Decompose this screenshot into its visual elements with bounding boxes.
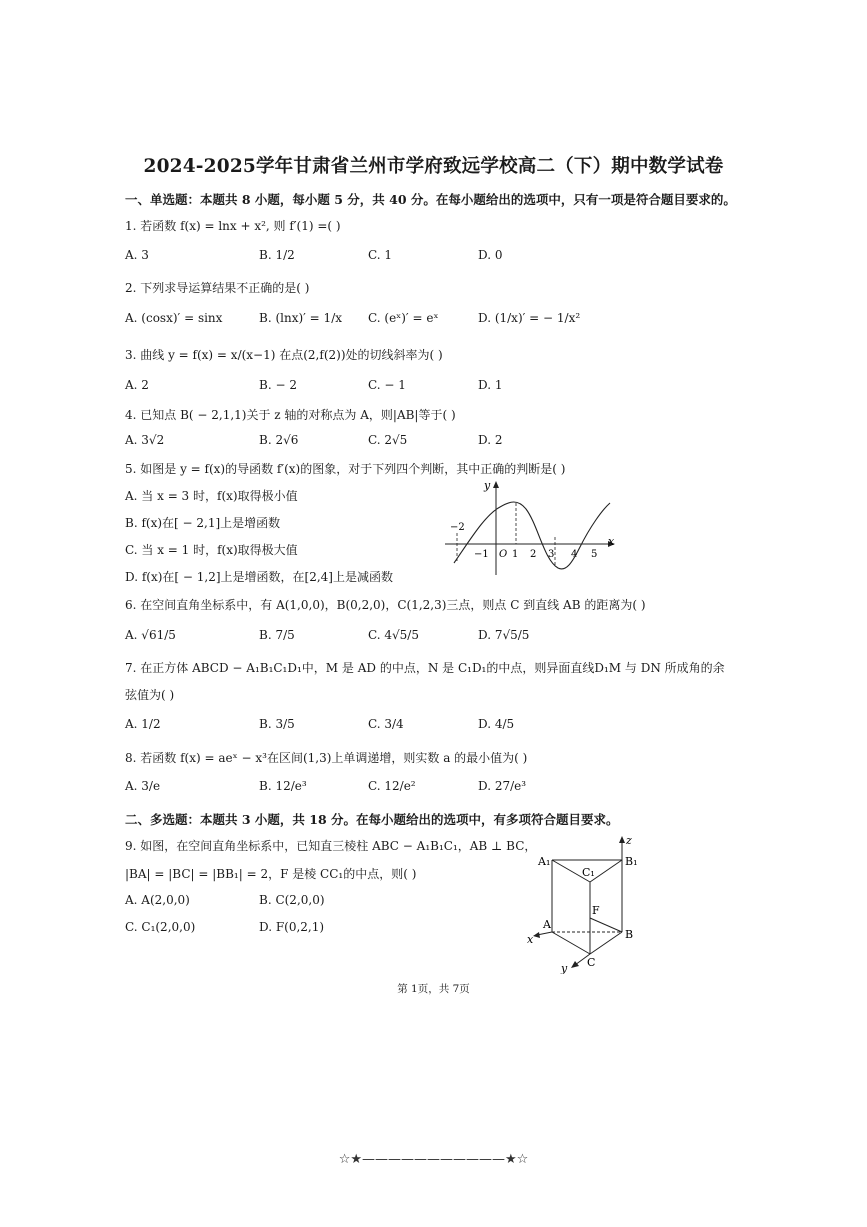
q4-option-d: D. 2 xyxy=(478,433,503,447)
q4-option-b: B. 2√6 xyxy=(259,433,299,447)
q5-option-b: B. f(x)在[ − 2,1]上是增函数 xyxy=(125,516,281,530)
y-axis-arrow xyxy=(493,481,499,488)
origin-label: O xyxy=(499,549,508,560)
question-7-stem-line1: 7. 在正方体 ABCD − A₁B₁C₁D₁中，M 是 AD 的中点，N 是 C₁D₁的中点，则异面直线D₁M 与 DN 所成角的余 xyxy=(125,661,725,675)
bottom-decoration: ☆★———————————★☆ xyxy=(338,1152,529,1167)
q7-option-b: B. 3/5 xyxy=(259,717,295,731)
tick-1: 1 xyxy=(512,549,519,560)
page-footer: 第 1页，共 7页 xyxy=(397,983,470,995)
z-axis-arrow xyxy=(619,836,625,843)
question-9-stem-line1: 9. 如图，在空间直角坐标系中，已知直三棱柱 ABC − A₁B₁C₁，AB ⊥ BC， xyxy=(125,839,537,853)
question-6-stem: 6. 在空间直角坐标系中，有 A(1,0,0)，B(0,2,0)，C(1,2,3)三点，则点 C 到直线 AB 的距离为( ) xyxy=(125,598,646,612)
q8-option-b: B. 12/e³ xyxy=(259,779,307,793)
q7-option-a: A. 1/2 xyxy=(125,717,161,731)
y-axis-label: y xyxy=(484,479,491,492)
q8-option-d: D. 27/e³ xyxy=(478,779,527,793)
x-axis-arrow xyxy=(533,932,540,938)
q9-option-c: C. C₁(2,0,0) xyxy=(125,920,196,934)
q1-option-c: C. 1 xyxy=(368,248,393,262)
q2-option-d: D. (1/x)′ = − 1/x² xyxy=(478,311,581,325)
question-4-stem: 4. 已知点 B( − 2,1,1)关于 z 轴的对称点为 A，则|AB|等于( ) xyxy=(125,408,456,422)
label-f: F xyxy=(592,904,600,917)
q8-option-c: C. 12/e² xyxy=(368,779,416,793)
section-single-choice-header: 一、单选题：本题共 8 小题，每小题 5 分，共 40 分。在每小题给出的选项中，只有一项是符合题目要求的。 xyxy=(125,192,736,207)
y-axis-arrow xyxy=(571,961,579,968)
tick-neg1: −1 xyxy=(474,549,489,560)
question-5-stem: 5. 如图是 y = f(x)的导函数 f′(x)的图象，对于下列四个判断，其中正确的判断是( ) xyxy=(125,462,566,476)
q7-option-c: C. 3/4 xyxy=(368,717,404,731)
q3-option-b: B. − 2 xyxy=(259,378,297,392)
q2-option-b: B. (lnx)′ = 1/x xyxy=(259,311,342,325)
label-a: A xyxy=(543,918,551,931)
question-7-stem-line2: 弦值为( ) xyxy=(125,688,175,702)
tick-3: 3 xyxy=(548,549,555,560)
x-axis-label: x xyxy=(608,535,615,548)
q1-option-a: A. 3 xyxy=(125,248,149,262)
label-c: C xyxy=(587,956,596,969)
q8-option-a: A. 3/e xyxy=(125,779,161,793)
y-axis-label: y xyxy=(561,962,568,974)
q1-option-b: B. 1/2 xyxy=(259,248,295,262)
q9-option-a: A. A(2,0,0) xyxy=(125,893,190,907)
q6-option-d: D. 7√5/5 xyxy=(478,628,530,642)
q9-option-d: D. F(0,2,1) xyxy=(259,920,325,934)
x-axis-label: x xyxy=(527,933,534,946)
q2-option-a: A. (cosx)′ = sinx xyxy=(125,311,223,325)
label-c1: C₁ xyxy=(582,866,595,879)
derivative-graph xyxy=(440,475,620,585)
label-b: B xyxy=(625,928,634,941)
question-3-stem: 3. 曲线 y = f(x) = x/(x−1) 在点(2,f(2))处的切线斜率为( ) xyxy=(125,348,443,362)
segment-f-b xyxy=(590,918,622,932)
tick-4: 4 xyxy=(571,549,578,560)
question-9-stem-line2: |BA| = |BC| = |BB₁| = 2，F 是棱 CC₁的中点，则( ) xyxy=(125,867,417,881)
prism-figure xyxy=(525,832,650,974)
tick-2: 2 xyxy=(530,549,537,560)
page-title: 2024-2025学年甘肃省兰州市学府致远学校高二（下）期中数学试卷 xyxy=(143,156,724,177)
label-a1: A₁ xyxy=(538,855,551,868)
q4-option-a: A. 3√2 xyxy=(125,433,165,447)
q3-option-a: A. 2 xyxy=(125,378,149,392)
q2-option-c: C. (eˣ)′ = eˣ xyxy=(368,311,439,325)
section-multiple-choice-header: 二、多选题：本题共 3 小题，共 18 分。在每小题给出的选项中，有多项符合题目要求。 xyxy=(125,812,619,827)
z-axis-label: z xyxy=(626,834,632,847)
q6-option-c: C. 4√5/5 xyxy=(368,628,419,642)
q3-option-c: C. − 1 xyxy=(368,378,406,392)
q5-option-c: C. 当 x = 1 时，f(x)取得极大值 xyxy=(125,543,298,557)
tick-5: 5 xyxy=(591,549,598,560)
question-1-stem: 1. 若函数 f(x) = lnx + x², 则 f′(1) =( ) xyxy=(125,219,341,233)
question-2-stem: 2. 下列求导运算结果不正确的是( ) xyxy=(125,281,310,295)
q6-option-b: B. 7/5 xyxy=(259,628,295,642)
edge-c-b xyxy=(590,932,622,954)
q5-option-d: D. f(x)在[ − 1,2]上是增函数，在[2,4]上是减函数 xyxy=(125,570,393,584)
q1-option-d: D. 0 xyxy=(478,248,503,262)
q5-option-a: A. 当 x = 3 时，f(x)取得极小值 xyxy=(125,489,298,503)
label-b1: B₁ xyxy=(625,855,638,868)
question-8-stem: 8. 若函数 f(x) = aeˣ − x³在区间(1,3)上单调递增，则实数 a 的最小值为( ) xyxy=(125,751,528,765)
q6-option-a: A. √61/5 xyxy=(125,628,176,642)
q9-option-b: B. C(2,0,0) xyxy=(259,893,325,907)
q7-option-d: D. 4/5 xyxy=(478,717,515,731)
q4-option-c: C. 2√5 xyxy=(368,433,408,447)
edge-a-c xyxy=(552,932,590,954)
tick-neg2: −2 xyxy=(450,522,465,533)
q3-option-d: D. 1 xyxy=(478,378,503,392)
